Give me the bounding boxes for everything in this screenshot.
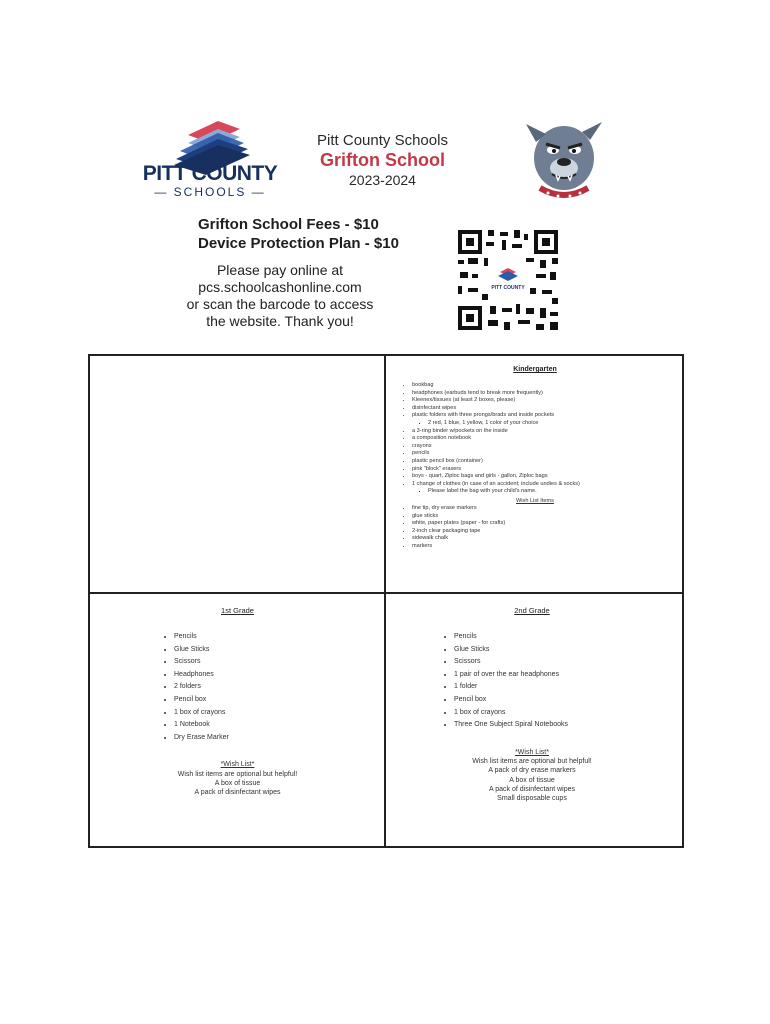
list-item: • plastic pencil box (container) bbox=[412, 458, 670, 466]
list-item: • Scissors bbox=[454, 656, 672, 669]
list-item: • 1 box of crayons bbox=[454, 707, 672, 720]
first-grade-panel bbox=[100, 606, 375, 798]
list-item-text: plastic folders with three prongs/brads and inside pockets bbox=[412, 412, 555, 419]
list-item: • Pencil box bbox=[454, 694, 672, 707]
wish-line: A pack of disinfectant wipes bbox=[194, 789, 281, 797]
qr-code-icon[interactable] bbox=[456, 228, 560, 332]
list-item: • Three One Subject Spiral Notebooks bbox=[454, 719, 672, 732]
wish-line: A box of tissue bbox=[509, 776, 555, 784]
wish-list-title: *Wish List* bbox=[220, 761, 255, 769]
qr-center-label: PITT COUNTY bbox=[491, 285, 525, 291]
list-item: • 1 folder bbox=[454, 681, 672, 694]
list-item: • 2 folders bbox=[174, 681, 375, 694]
list-item: • Kleenex/tissues (at least 2 boxes, please) bbox=[412, 397, 670, 405]
list-item: • Pencils bbox=[454, 631, 672, 644]
list-item: • disinfectant wipes bbox=[412, 405, 670, 413]
device-plan-fee-line: Device Protection Plan - $10 bbox=[198, 235, 399, 252]
list-item: • 2-inch clear packaging tape bbox=[412, 528, 670, 536]
list-item: • white, paper plates (paper - for crafts) bbox=[412, 520, 670, 528]
bulldog-mascot-icon bbox=[522, 116, 604, 202]
payment-line: or scan the barcode to access bbox=[186, 296, 374, 312]
list-item: • boys - quart, Ziploc bags and girls - gallon, Ziploc bags bbox=[412, 473, 670, 481]
kindergarten-title: Kindergarten bbox=[513, 366, 557, 373]
fees-block bbox=[198, 215, 399, 253]
payment-instructions bbox=[180, 262, 380, 330]
list-item: • 1 Notebook bbox=[174, 719, 375, 732]
payment-line: Please pay online at bbox=[216, 262, 344, 278]
first-grade-wish-list bbox=[100, 760, 375, 797]
folder-colors-list bbox=[412, 420, 670, 428]
list-item: • Glue Sticks bbox=[454, 644, 672, 657]
list-item: • fine tip, dry erase markers bbox=[412, 505, 670, 513]
list-item: ▪ 2 red, 1 blue, 1 yellow, 1 color of your choice bbox=[428, 420, 670, 428]
first-grade-list bbox=[100, 631, 375, 744]
list-item bbox=[412, 412, 670, 427]
wish-line: A pack of dry erase markers bbox=[488, 767, 576, 775]
logo-wordmark: PITT COUNTY bbox=[142, 162, 278, 185]
list-item: • 1 pair of over the ear headphones bbox=[454, 669, 672, 682]
list-item: • bookbag bbox=[412, 382, 670, 390]
list-item: • a 3-ring binder w/pockets on the inside bbox=[412, 428, 670, 436]
list-item: • sidewalk chalk bbox=[412, 535, 670, 543]
payment-line: the website. Thank you! bbox=[206, 313, 354, 329]
list-item: • Pencils bbox=[174, 631, 375, 644]
wish-list-title: *Wish List* bbox=[515, 748, 549, 756]
wish-line: Wish list items are optional but helpful! bbox=[177, 770, 298, 778]
district-name: Pitt County Schools bbox=[317, 132, 448, 149]
school-name: Grifton School bbox=[320, 150, 445, 170]
list-item: • glue sticks bbox=[412, 513, 670, 521]
list-item-text: 1 change of clothes (in case of an accident; include undies & socks) bbox=[412, 480, 580, 487]
list-item: • markers bbox=[412, 543, 670, 551]
list-item: • 1 box of crayons bbox=[174, 707, 375, 720]
list-item: • pink "block" erasers bbox=[412, 466, 670, 474]
second-grade-wish-list bbox=[392, 748, 672, 804]
list-item: • a composition notebook bbox=[412, 435, 670, 443]
kindergarten-wish-title: Wish List Items bbox=[516, 497, 554, 504]
wish-line: Small disposable cups bbox=[497, 795, 567, 803]
kindergarten-wish-list bbox=[400, 505, 670, 551]
list-item: • crayons bbox=[412, 443, 670, 451]
school-fee-line: Grifton School Fees - $10 bbox=[198, 216, 379, 233]
list-item: • Dry Erase Marker bbox=[174, 732, 375, 745]
second-grade-title: 2nd Grade bbox=[514, 606, 550, 615]
first-grade-title: 1st Grade bbox=[221, 606, 254, 615]
grid-divider-vertical bbox=[384, 354, 386, 848]
logo-subtitle: — SCHOOLS — bbox=[154, 185, 266, 199]
second-grade-list bbox=[392, 631, 672, 732]
list-item: • headphones (earbuds tend to break more frequently) bbox=[412, 390, 670, 398]
kindergarten-panel bbox=[400, 366, 670, 550]
list-item: • Scissors bbox=[174, 656, 375, 669]
wish-line: A box of tissue bbox=[214, 779, 261, 787]
list-item: • Pencil box bbox=[174, 694, 375, 707]
wish-line: Wish list items are optional but helpful! bbox=[472, 758, 592, 766]
grid-divider-horizontal bbox=[88, 592, 684, 594]
second-grade-panel bbox=[392, 606, 672, 804]
kindergarten-list bbox=[400, 382, 670, 496]
label-note-list bbox=[412, 488, 670, 496]
payment-url: pcs.schoolcashonline.com bbox=[198, 279, 362, 295]
list-item bbox=[412, 481, 670, 496]
list-item: • Headphones bbox=[174, 669, 375, 682]
wish-line: A pack of disinfectant wipes bbox=[489, 785, 575, 793]
school-year: 2023-2024 bbox=[349, 172, 416, 188]
list-item: • Glue Sticks bbox=[174, 644, 375, 657]
list-item: ▪ Please label the bag with your child's name. bbox=[428, 488, 670, 496]
list-item: • pencils bbox=[412, 450, 670, 458]
